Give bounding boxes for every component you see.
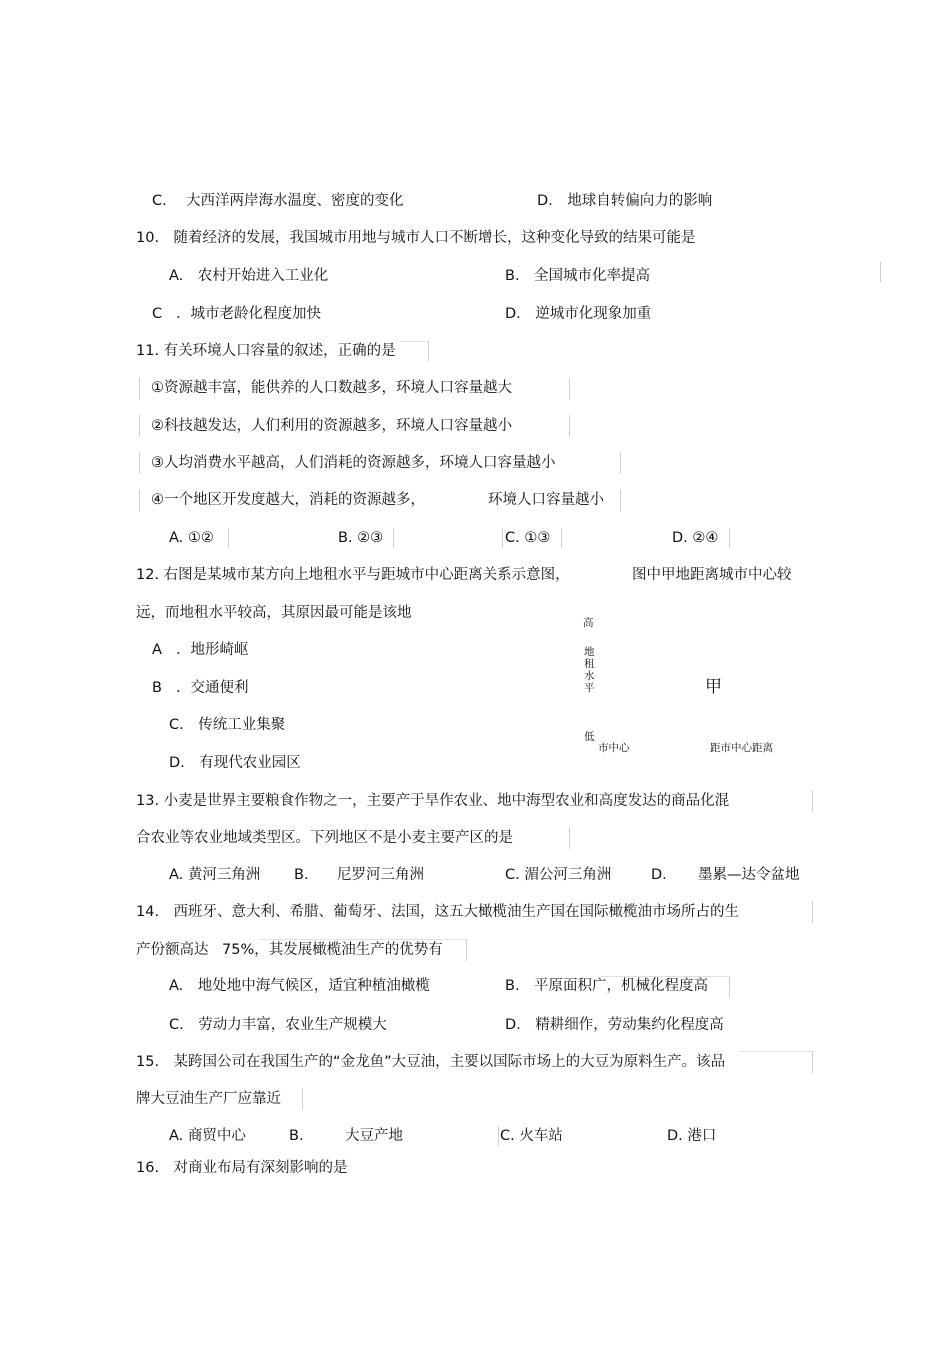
- scan-artifact-line: [812, 1051, 813, 1073]
- q12-option-b-letter: B: [152, 680, 162, 696]
- q12-stem-part-1: 12. 右图是某城市某方向上地租水平与距城市中心距离关系示意图，: [136, 567, 570, 583]
- figure-point-jia-label: 甲: [705, 677, 722, 697]
- q14-stem-part-2b: 75%，其发展橄榄油生产的优势有: [222, 942, 443, 958]
- scan-artifact-line: [139, 378, 140, 400]
- figure-y-low-label: 低: [584, 731, 595, 743]
- scan-artifact-line: [729, 976, 730, 998]
- q12-option-a-letter: A: [152, 642, 162, 658]
- q11-statement-1: ①资源越丰富，能供养的人口数越多，环境人口容量越大: [151, 380, 512, 396]
- q13-option-d-text: 墨累—达令盆地: [698, 867, 800, 883]
- q9-option-c-text: 大西洋两岸海水温度、密度的变化: [186, 193, 404, 209]
- scan-artifact-line: [812, 901, 813, 923]
- q10-option-b: B. 全国城市化率提高: [505, 268, 651, 284]
- q11-option-a: A. ①②: [169, 530, 214, 546]
- q11-statement-4b: 环境人口容量越小: [488, 492, 604, 508]
- q15-stem-part-1: 15. 某跨国公司在我国生产的“金龙鱼”大豆油，主要以国际市场上的大豆为原料生产。该品: [136, 1054, 726, 1070]
- scan-artifact-line: [139, 452, 140, 474]
- figure-y-axis-label-char: 地: [584, 646, 595, 658]
- q15-option-b-letter: B.: [289, 1128, 304, 1144]
- scan-artifact-line: [302, 1088, 303, 1110]
- scan-artifact-line: [740, 1051, 812, 1052]
- q13-stem-part-1: 13. 小麦是世界主要粮食作物之一，主要产于旱作农业、地中海型农业和高度发达的商品化混: [136, 793, 730, 809]
- q12-option-b-text: ．交通便利: [176, 680, 249, 696]
- scan-artifact-line: [729, 528, 730, 548]
- q16-stem: 16. 对商业布局有深刻影响的是: [136, 1160, 348, 1176]
- scan-artifact-line: [561, 528, 562, 548]
- q14-stem-part-1: 14. 西班牙、意大利、希腊、葡萄牙、法国，这五大橄榄油生产国在国际橄榄油市场所占的生: [136, 904, 740, 920]
- scan-artifact-line: [880, 262, 881, 282]
- q11-statement-3: ③人均消费水平越高，人们消耗的资源越多，环境人口容量越小: [151, 455, 556, 471]
- scan-artifact-line: [620, 490, 621, 512]
- scan-artifact-line: [466, 939, 467, 961]
- scan-artifact-line: [400, 341, 428, 342]
- q14-option-a: A. 地处地中海气候区，适宜种植油橄榄: [169, 978, 430, 994]
- q10-option-c-letter: C: [152, 306, 163, 322]
- q11-option-d: D. ②④: [672, 530, 719, 546]
- q11-statement-4a: ④一个地区开发度越大，消耗的资源越多，: [151, 492, 425, 508]
- q13-option-b-text: 尼罗河三角洲: [337, 867, 424, 883]
- q13-option-a: A. 黄河三角洲: [169, 867, 261, 883]
- scan-artifact-line: [228, 528, 229, 548]
- figure-y-axis-label-char: 水: [584, 670, 595, 682]
- q12-stem-part-3: 远，而地租水平较高，其原因最可能是该地: [136, 605, 412, 621]
- scan-artifact-line: [428, 341, 429, 361]
- figure-y-axis-label-char: 平: [584, 682, 595, 694]
- q13-stem-part-2: 合农业等农业地域类型区。下列地区不是小麦主要产区的是: [136, 830, 513, 846]
- q11-option-b: B. ②③: [338, 530, 384, 546]
- scan-artifact-line: [620, 452, 621, 474]
- scan-artifact-line: [812, 790, 813, 812]
- q15-option-b-text: 大豆产地: [345, 1128, 403, 1144]
- q12-option-a-text: ．地形崎岖: [176, 642, 249, 658]
- q13-option-c: C. 湄公河三角洲: [505, 867, 612, 883]
- scan-artifact-line: [139, 415, 140, 437]
- scan-artifact-line: [498, 1126, 499, 1146]
- scan-artifact-line: [502, 528, 503, 548]
- q12-option-d: D. 有现代农业园区: [169, 755, 301, 771]
- q13-option-b-letter: B.: [294, 867, 309, 883]
- q10-stem: 10. 随着经济的发展，我国城市用地与城市人口不断增长，这种变化导致的结果可能是: [136, 230, 696, 246]
- q14-option-d: D. 精耕细作，劳动集约化程度高: [505, 1017, 724, 1033]
- q11-stem: 11. 有关环境人口容量的叙述，正确的是: [136, 343, 396, 359]
- q11-statement-2: ②科技越发达，人们利用的资源越多，环境人口容量越小: [151, 418, 512, 434]
- q10-option-d: D. 逆城市化现象加重: [505, 306, 652, 322]
- q14-stem-part-2a: 产份额高达: [136, 942, 209, 958]
- figure-y-axis-label-char: 租: [584, 658, 595, 670]
- figure-x-axis-label: 距市中心距离: [710, 742, 773, 754]
- q13-option-d-letter: D.: [651, 867, 667, 883]
- q15-option-a: A. 商贸中心: [169, 1128, 246, 1144]
- scan-artifact-line: [569, 378, 570, 400]
- scan-artifact-line: [393, 528, 394, 548]
- figure-x-origin-label: 市中心: [598, 742, 630, 754]
- q14-option-b: B. 平原面积广，机械化程度高: [505, 978, 709, 994]
- q10-option-c-text: ．城市老龄化程度加快: [176, 306, 321, 322]
- q11-option-c: C. ①③: [505, 530, 551, 546]
- q15-stem-part-2: 牌大豆油生产厂应靠近: [136, 1091, 281, 1107]
- figure-y-high-label: 高: [583, 617, 594, 629]
- scan-artifact-line: [569, 827, 570, 849]
- scan-artifact-line: [139, 490, 140, 512]
- q14-option-c: C. 劳动力丰富，农业生产规模大: [169, 1017, 387, 1033]
- q12-option-c: C. 传统工业集聚: [169, 717, 286, 733]
- scan-artifact-line: [260, 939, 466, 940]
- q12-stem-part-2: 图中甲地距离城市中心较: [632, 567, 792, 583]
- q10-option-a: A. 农村开始进入工业化: [169, 268, 329, 284]
- scan-artifact-line: [569, 415, 570, 437]
- q15-option-c: C. 火车站: [500, 1128, 563, 1144]
- q9-option-c-letter: C.: [152, 193, 167, 209]
- q15-option-d: D. 港口: [667, 1128, 717, 1144]
- q9-option-d: D. 地球自转偏向力的影响: [537, 193, 713, 209]
